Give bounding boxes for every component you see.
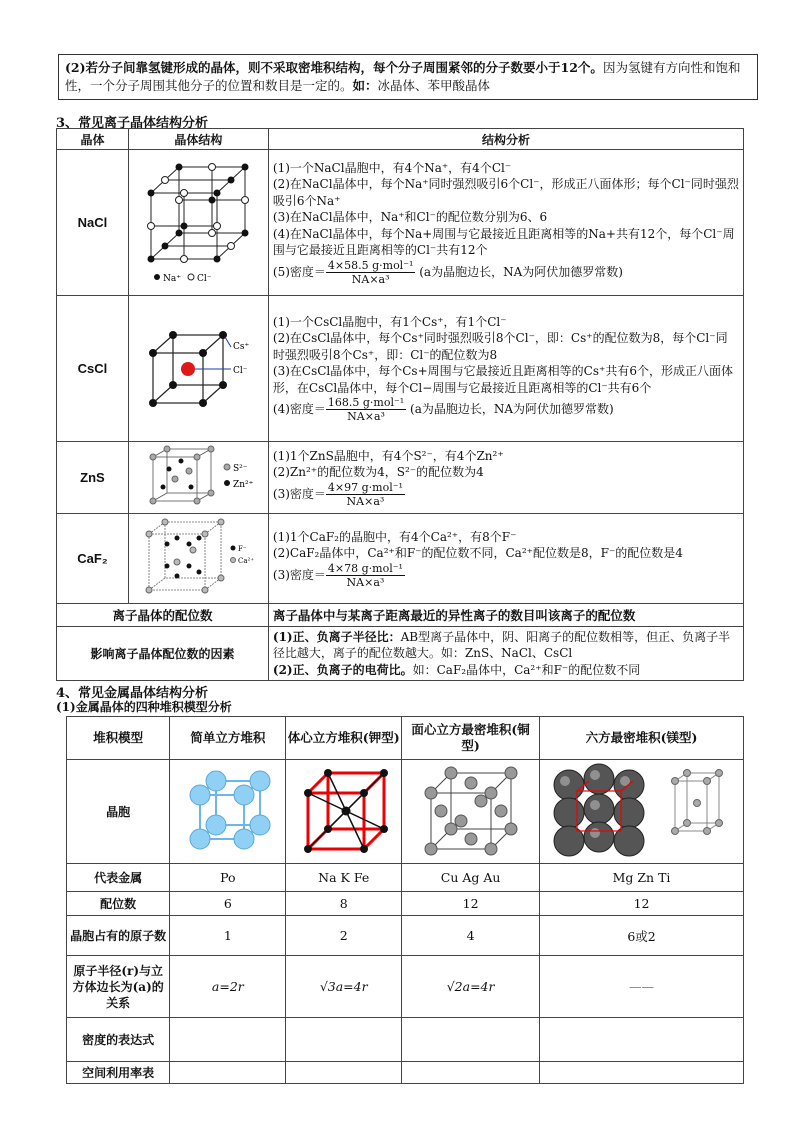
crystal-name: CsCl (57, 296, 129, 442)
table-cell: 2 (286, 916, 402, 956)
nacl-structure-cell (128, 150, 268, 296)
density-note: (a为晶胞边长，NA为阿伏加德罗常数) (419, 264, 623, 279)
table-cell: —— (540, 956, 744, 1018)
density-line (273, 396, 739, 423)
table-cell: Po (170, 864, 286, 892)
density-fraction (326, 259, 416, 286)
density-line (273, 481, 739, 508)
density-numerator: 4×97 g·mol⁻¹ (327, 480, 403, 494)
intro-example-text: 冰晶体、苯甲酸晶体 (377, 78, 491, 93)
density-line (273, 562, 739, 589)
model-name: 六方最密堆积(镁型) (540, 717, 744, 760)
cscl-lattice-diagram (133, 317, 263, 417)
analysis-line: (2)CaF₂晶体中，Ca²⁺和F⁻的配位数不同，Ca²⁺配位数是8，F⁻的配位数是4 (272, 546, 683, 560)
legend-na: Na⁺ (163, 274, 182, 284)
analysis-line: (1)1个CaF₂的晶胞中，有4个Ca²⁺，有8个F⁻ (272, 529, 517, 544)
simple-cubic-image (170, 760, 286, 864)
analysis-line: (3)在NaCl晶体中，Na⁺和Cl⁻的配位数分别为6、6 (272, 210, 548, 224)
zns-structure-cell (128, 442, 268, 514)
analysis-line: (4)在NaCl晶体中，每个Na+周围与它最接近且距离相等的Na+共有12个，每个Cl⁻周围与它最接近且距离相等的Cl⁻共有12个 (272, 226, 735, 257)
table-cell: 8 (286, 892, 402, 916)
analysis-line: (2)Zn²⁺的配位数为4，S²⁻的配位数为4 (272, 465, 484, 479)
simple-cubic-diagram (178, 765, 278, 855)
table-row (67, 1062, 744, 1084)
table-row (67, 1018, 744, 1062)
zns-lattice-diagram (133, 443, 263, 509)
table-row (67, 892, 744, 916)
analysis-line: (2)在NaCl晶体中，每个Na⁺同时强烈吸引6个Cl⁻，形成正八面体形；每个Cl⁻同时强烈吸引6个Na⁺ (272, 177, 739, 208)
nacl-analysis (268, 150, 743, 296)
table-cell (286, 1062, 402, 1084)
crystal-name: NaCl (57, 150, 129, 296)
fcc-image (402, 760, 540, 864)
table-header-row (67, 717, 744, 760)
table-row (67, 864, 744, 892)
coordination-row (57, 604, 744, 627)
header-structure: 晶体结构 (128, 129, 268, 150)
table-cell (402, 1018, 540, 1062)
coord-label: 离子晶体的配位数 (57, 604, 269, 627)
legend-cl: Cl⁻ (197, 274, 212, 284)
section4-title: 4、常见金属晶体结构分析 (56, 686, 209, 701)
legend-f: F⁻ (238, 545, 247, 553)
table-header-row (57, 129, 744, 150)
table-row (67, 760, 744, 864)
hcp-image (540, 760, 744, 864)
row-label: 晶胞占有的原子数 (67, 916, 170, 956)
model-name: 简单立方堆积 (170, 717, 286, 760)
table-cell: Cu Ag Au (402, 864, 540, 892)
model-name: 体心立方堆积(钾型) (286, 717, 402, 760)
bcc-diagram (294, 763, 394, 857)
table-cell (170, 1018, 286, 1062)
density-denominator: NA×a³ (347, 410, 385, 424)
header-label: 堆积模型 (67, 717, 170, 760)
intro-text: 因为氢键有方向性和饱和性，一个分子周围其他分子的位置和数目是一定的。 (65, 60, 741, 93)
row-label: 配位数 (67, 892, 170, 916)
table-cell: 4 (402, 916, 540, 956)
density-prefix: (3)密度＝ (272, 486, 326, 501)
analysis-line: (1)一个CsCl晶胞中，有1个Cs⁺，有1个Cl⁻ (272, 314, 507, 329)
intro-label: (2) (65, 60, 86, 75)
legend-ca: Ca²⁺ (238, 557, 255, 565)
intro-bold-text: 若分子间靠氢键形成的晶体，则不采取密堆积结构，每个分子周围紧邻的分子数要小于12个。 (85, 60, 603, 75)
caf2-analysis (268, 514, 743, 604)
zns-analysis (268, 442, 743, 514)
row-label: 空间利用率表 (67, 1062, 170, 1084)
caf2-structure-cell (128, 514, 268, 604)
cscl-structure-cell (128, 296, 268, 442)
legend-cs: Cs⁺ (233, 342, 250, 352)
table-cell: √3a=4r (286, 956, 402, 1018)
fcc-diagram (411, 763, 531, 857)
nacl-lattice-diagram (133, 155, 263, 287)
table-cell (402, 1062, 540, 1084)
table-cell: 6或2 (540, 916, 744, 956)
factor-2-text: 如：CaF₂晶体中，Ca²⁺和F⁻的配位数不同 (412, 662, 641, 677)
metal-stacking-table (66, 716, 744, 1084)
factor-1-bold: (1)正、负离子半径比： (272, 629, 401, 644)
intro-example-label: 如： (352, 78, 378, 93)
table-cell (170, 1062, 286, 1084)
section3-title: 3、常见离子晶体结构分析 (56, 116, 209, 131)
analysis-line: (2)在CsCl晶体中，每个Cs⁺同时强烈吸引8个Cl⁻，即：Cs⁺的配位数为8，每个Cl⁻同时强烈吸引8个Cs⁺，即：Cl⁻的配位数为8 (272, 331, 728, 362)
factor-1-text: AB型离子晶体中，阴、阳离子的配位数相等，但正、负离子半径比越大，离子的配位数越大。如：ZnS、NaCl、CsCl (272, 629, 731, 661)
row-label: 密度的表达式 (67, 1018, 170, 1062)
legend-s: S²⁻ (233, 464, 248, 474)
legend-zn: Zn²⁺ (233, 480, 254, 490)
table-cell: 1 (170, 916, 286, 956)
density-fraction (326, 562, 405, 589)
table-cell: 12 (540, 892, 744, 916)
analysis-line: (1)1个ZnS晶胞中，有4个S²⁻，有4个Zn²⁺ (272, 448, 504, 463)
bcc-image (286, 760, 402, 864)
density-numerator: 4×58.5 g·mol⁻¹ (327, 258, 414, 272)
factor-row (57, 627, 744, 681)
ionic-crystal-table (56, 128, 744, 681)
table-cell: 6 (170, 892, 286, 916)
caf2-lattice-diagram (133, 516, 263, 598)
table-cell (540, 1018, 744, 1062)
crystal-name: ZnS (57, 442, 129, 514)
analysis-line: (3)在CsCl晶体中，每个Cs+周围与它最接近且距离相等的Cs⁺共有6个，形成正八面体形，在CsCl晶体中，每个Cl−周围与它最接近且距离相等的Cl⁻共有6个 (272, 364, 733, 395)
analysis-line: (1)一个NaCl晶胞中，有4个Na⁺，有4个Cl⁻ (272, 160, 512, 175)
density-prefix: (3)密度＝ (272, 567, 326, 582)
density-line (273, 259, 739, 286)
density-fraction (326, 396, 406, 423)
table-cell (286, 1018, 402, 1062)
table-row (57, 296, 744, 442)
factor-2-bold: (2)正、负离子的电荷比。 (272, 662, 413, 677)
table-row (67, 956, 744, 1018)
section4-subtitle: (1)金属晶体的四种堆积模型分析 (56, 700, 232, 714)
factor-label: 影响离子晶体配位数的因素 (57, 627, 269, 681)
factor-text (268, 627, 743, 681)
table-cell: Na K Fe (286, 864, 402, 892)
table-cell: Mg Zn Ti (540, 864, 744, 892)
table-cell: √2a=4r (402, 956, 540, 1018)
density-denominator: NA×a³ (346, 575, 385, 589)
density-denominator: NA×a³ (346, 494, 385, 508)
table-row (57, 150, 744, 296)
table-cell: 12 (402, 892, 540, 916)
legend-cl: Cl⁻ (233, 366, 248, 376)
cscl-analysis (268, 296, 743, 442)
header-crystal: 晶体 (57, 129, 129, 150)
header-analysis: 结构分析 (268, 129, 743, 150)
density-note: (a为晶胞边长，NA为阿伏加德罗常数) (410, 402, 614, 417)
density-numerator: 4×78 g·mol⁻¹ (327, 561, 403, 575)
row-label: 代表金属 (67, 864, 170, 892)
coord-text: 离子晶体中与某离子距离最近的异性离子的数目叫该离子的配位数 (268, 604, 743, 627)
table-cell (540, 1062, 744, 1084)
density-numerator: 168.5 g·mol⁻¹ (327, 396, 405, 410)
density-prefix: (4)密度＝ (272, 402, 326, 417)
table-row (57, 514, 744, 604)
crystal-name: CaF₂ (57, 514, 129, 604)
table-row (57, 442, 744, 514)
hcp-diagram (547, 761, 737, 859)
table-row (67, 916, 744, 956)
model-name: 面心立方最密堆积(铜型) (402, 717, 540, 760)
table-cell: a=2r (170, 956, 286, 1018)
row-label: 原子半径(r)与立方体边长为(a)的关系 (67, 956, 170, 1018)
intro-box (58, 54, 758, 100)
density-fraction (326, 481, 405, 508)
density-prefix: (5)密度＝ (272, 264, 326, 279)
row-label: 晶胞 (67, 760, 170, 864)
density-denominator: NA×a³ (351, 272, 390, 286)
